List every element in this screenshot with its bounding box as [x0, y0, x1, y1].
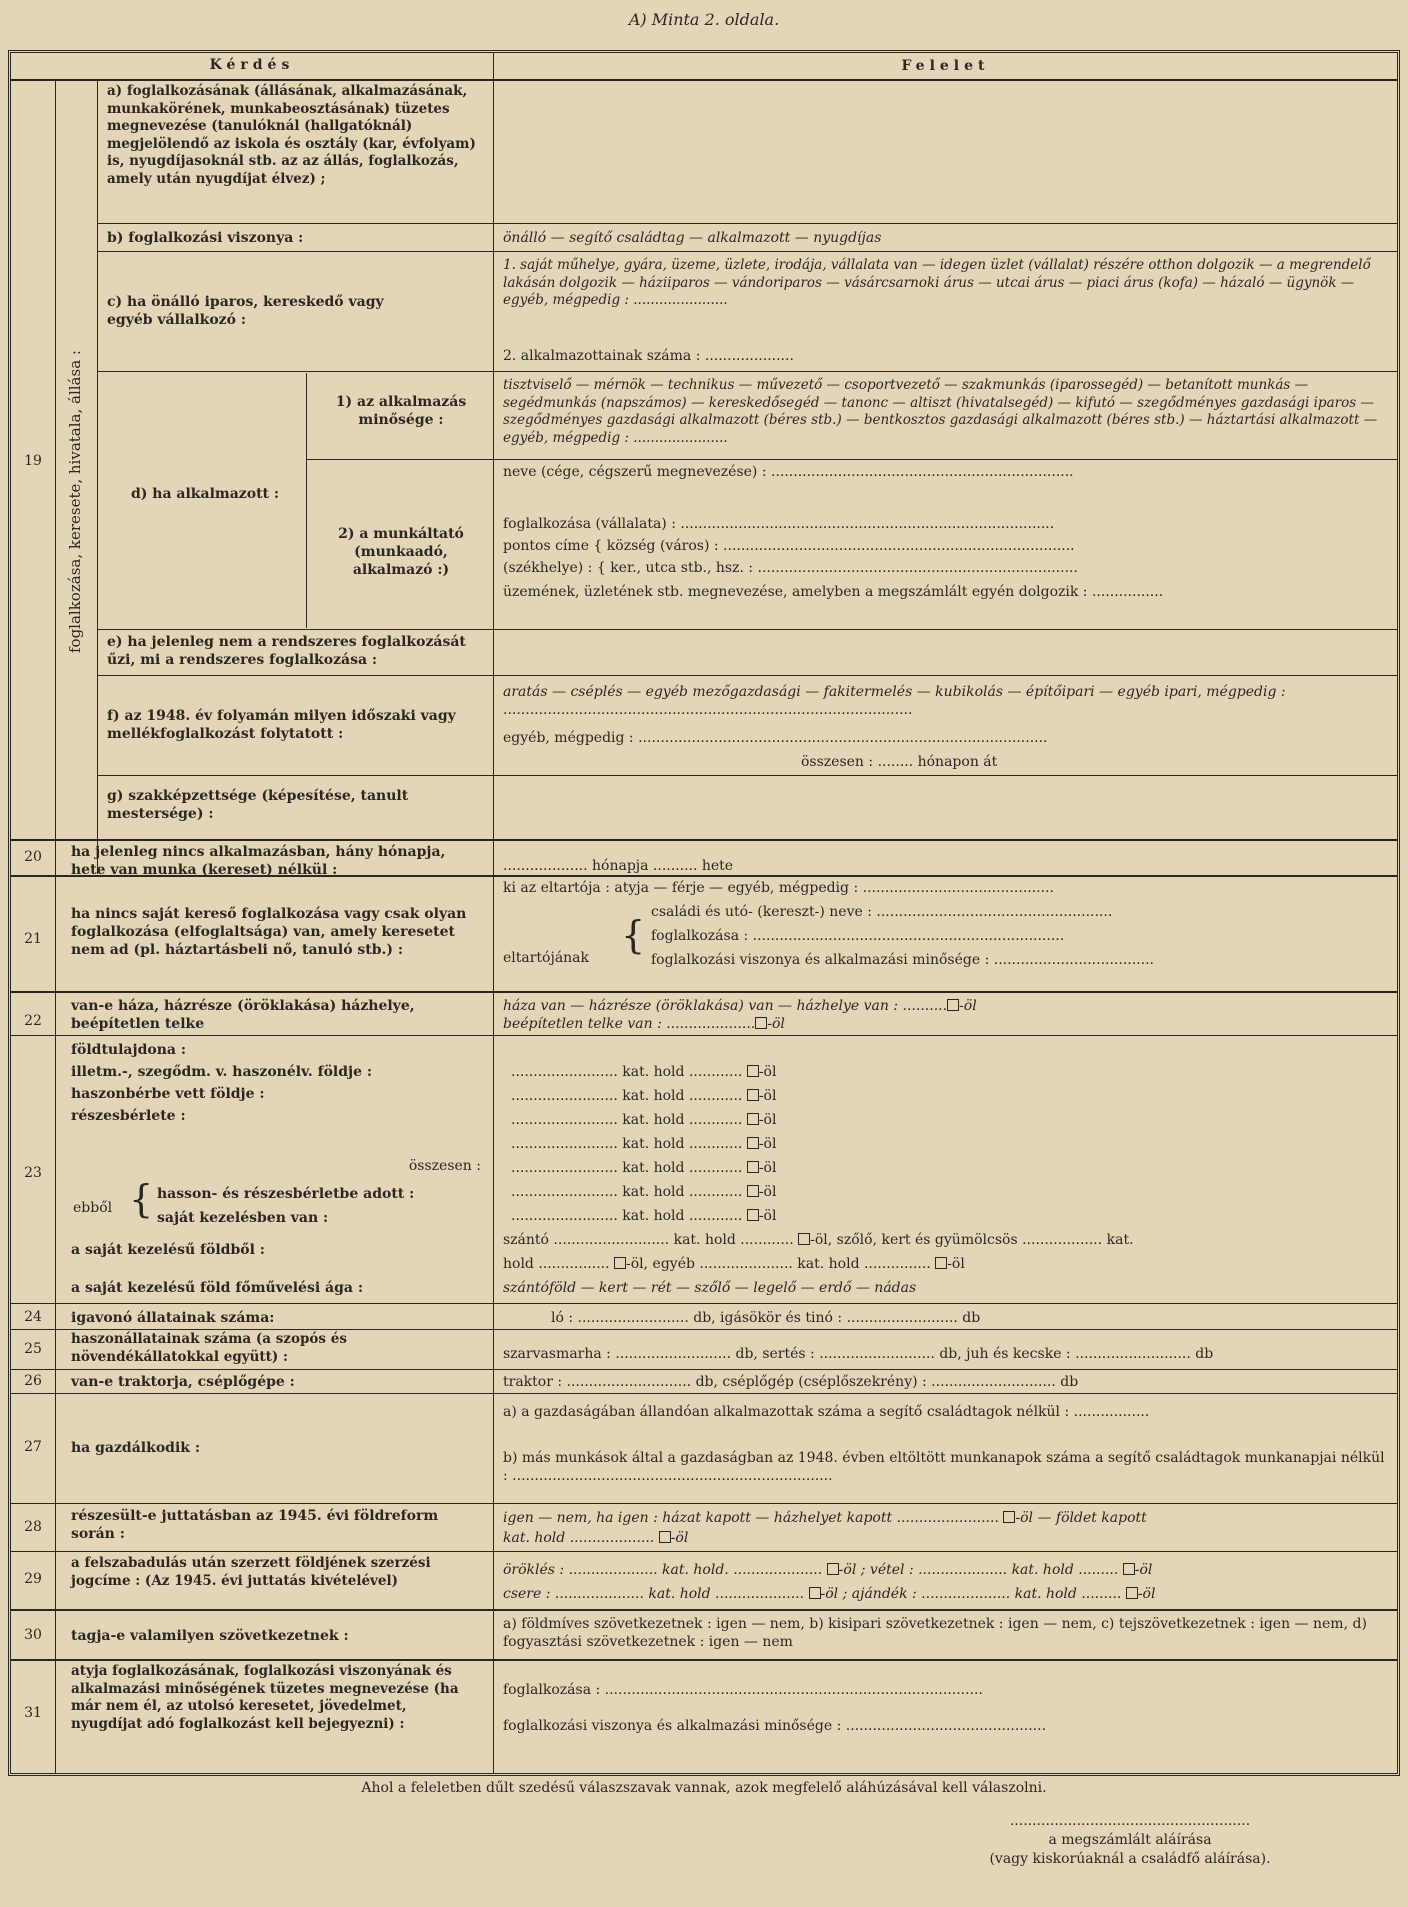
checkbox[interactable] — [747, 1065, 759, 1077]
q27-answer-1: a) a gazdaságában állandóan alkalmazottak száma a segítő családtagok nélkül : ................. — [503, 1404, 1150, 1420]
q23-brace: { — [129, 1177, 154, 1221]
q21-question: ha nincs saját kereső foglalkozása vagy csak olyan foglalkozása (elfoglaltsága) van, amely keresetet nem ad (pl. háztartásbeli nő, tanuló stb.) : — [71, 906, 467, 959]
row-number-28: 28 — [24, 1519, 42, 1535]
q23-hold-7-text: ........................ kat. hold ............ — [511, 1208, 743, 1224]
q22-answer-1-text: háza van — házrésze (öröklakása) van — házhelye van : .......... — [503, 998, 948, 1014]
q28-answer-2-text: kat. hold ................... — [503, 1530, 655, 1546]
q27-answer-2: b) más munkások által a gazdaságban az 1948. évben eltöltött munkanapok száma a segítő családtagok munkanapjai nélkül : ........................................................................ — [503, 1450, 1385, 1485]
checkbox[interactable] — [935, 1257, 947, 1269]
q19d2-answer-1: neve (cége, cégszerű megnevezése) : .................................................................... — [503, 464, 1074, 480]
q19e-question: e) ha jelenleg nem a rendszeres foglalkozását űzi, mi a rendszeres foglalkozása : — [107, 634, 466, 669]
checkbox[interactable] — [747, 1161, 759, 1173]
q31-answer-2: foglalkozási viszonya és alkalmazási minősége : ............................................. — [503, 1718, 1047, 1734]
q21-brace: { — [621, 913, 646, 957]
checkbox[interactable] — [659, 1531, 671, 1543]
q23-szanto-unit: -öl, szőlő, kert és gyümölcsös .................. kat. — [810, 1232, 1134, 1248]
qa-divider — [493, 79, 494, 1773]
row-number-26: 26 — [24, 1373, 42, 1389]
table-head — [11, 53, 1397, 81]
d-sub-divider — [306, 373, 307, 628]
q21-answer-label: eltartójának — [503, 950, 590, 966]
q21-answer-2: családi és utó- (kereszt-) neve : ..................................................... — [651, 904, 1113, 920]
q19c-question: c) ha önálló iparos, kereskedő vagy egyéb vállalkozó : — [107, 294, 384, 329]
felelet-header: Felelet — [493, 53, 1397, 79]
q23-hold-1-text: ........................ kat. hold ............ — [511, 1064, 743, 1080]
row-number-30: 30 — [24, 1627, 42, 1643]
q19d2-answer-4: (székhelye) : { ker., utca stb., hsz. : ........................................................................ — [503, 560, 1078, 576]
q29-question: a felszabadulás után szerzett földjének szerzési jogcíme : (Az 1945. évi juttatás kivételével) — [71, 1555, 431, 1589]
checkbox[interactable] — [755, 1017, 767, 1029]
checkbox[interactable] — [1003, 1511, 1015, 1523]
q23-row-6: saját kezelésben van : — [157, 1210, 329, 1226]
q29-answer-1-text: öröklés : .................... kat. hold. .................... — [503, 1562, 823, 1578]
q23-hold-3-text: ........................ kat. hold ............ — [511, 1112, 743, 1128]
q28-answer-2-unit: -öl — [670, 1530, 689, 1546]
signature-label-2: (vagy kiskorúaknál a családfő aláírása). — [989, 1850, 1271, 1867]
q23-row-3: részesbérlete : — [71, 1108, 186, 1124]
q23-row-8: a saját kezelésű föld főművelési ága : — [71, 1280, 364, 1296]
row-number-23: 23 — [24, 1165, 42, 1181]
q24-answer: ló : ......................... db, igásökör és tinó : ......................... db — [551, 1310, 981, 1326]
q19b-question: b) foglalkozási viszonya : — [107, 230, 304, 246]
rotated-col-divider — [97, 79, 98, 874]
q20-answer: ................... hónapja .......... hete — [503, 858, 734, 874]
q23-hold-4-unit: -öl — [758, 1136, 777, 1152]
q23-hold-1-unit: -öl — [758, 1064, 777, 1080]
q29-answer-1 — [503, 1561, 1393, 1579]
q29-answer-2-text: csere : .................... kat. hold .................... — [503, 1586, 805, 1602]
q19c-answer-2: 2. alkalmazottainak száma : .................... — [503, 348, 794, 364]
row-number-25: 25 — [24, 1341, 42, 1357]
q29-answer-2 — [503, 1585, 1393, 1603]
q28-question: részesült-e juttatásban az 1945. évi földreform során : — [71, 1508, 439, 1543]
q23-hold-line-text: hold ................ — [503, 1256, 610, 1272]
q26-question: van-e traktorja, cséplőgépe : — [71, 1374, 295, 1390]
q23-row-4: összesen : — [408, 1158, 481, 1174]
page-header: A) Minta 2. oldala. — [628, 10, 780, 29]
q31-answer-1: foglalkozása : ..................................................................................... — [503, 1682, 983, 1698]
q27-question: ha gazdálkodik : — [71, 1440, 201, 1456]
q29-answer-2-unit-2: -öl — [1137, 1586, 1156, 1602]
q19a-question: a) foglalkozásának (állásának, alkalmazásának, munkakörének, munkabeosztásának) tüzetes megnevezése (tanulóknál (hallgatóknál) megjelölendő az iskola és osztály (kar, évfolyam) is, nyugdíjasoknál stb. az az állás, foglalkozás, amely után nyugdíjat élvez) ; — [107, 83, 476, 187]
q21-answer-3: foglalkozása : ...................................................................... — [651, 928, 1065, 944]
kerdes-header: Kérdés — [209, 57, 295, 73]
q29-answer-1-unit: -öl ; vétel : .................... kat. hold ......... — [838, 1562, 1119, 1578]
q23-row-0: földtulajdona : — [71, 1042, 186, 1058]
row-number-29: 29 — [24, 1571, 42, 1587]
checkbox[interactable] — [747, 1113, 759, 1125]
rotated-section-label: foglalkozása, keresete, hivatala, állása : — [66, 350, 84, 653]
footer-note: Ahol a feleletben dűlt szedésű válaszszavak vannak, azok megfelelő aláhúzásával kell válaszolni. — [361, 1780, 1047, 1796]
q23-row-5: hasson- és részesbérletbe adott : — [157, 1186, 415, 1202]
q25-answer: szarvasmarha : .......................... db, sertés : .......................... db, juh és kecske : .......................... db — [503, 1346, 1214, 1362]
q23-hold-5 — [511, 1159, 1111, 1177]
row-number-27: 27 — [24, 1439, 42, 1455]
q19g-question: g) szakképzettsége (képesítése, tanult mestersége) : — [107, 788, 409, 823]
q23-row-2: haszonbérbe vett földje : — [71, 1086, 265, 1102]
q23-agak: szántóföld — kert — rét — szőlő — legelő — erdő — nádas — [503, 1280, 917, 1296]
q23-hold-5-unit: -öl — [758, 1160, 777, 1176]
q23-hold-3 — [511, 1111, 1111, 1129]
q23-hold-line-unit: -öl, egyéb ..................... kat. hold ............... — [626, 1256, 931, 1272]
q30-question: tagja-e valamilyen szövetkezetnek : — [71, 1628, 349, 1644]
q25-question: haszonállatainak száma (a szopós és növendékállatokkal együtt) : — [71, 1331, 347, 1365]
q28-answer-1 — [503, 1509, 1393, 1527]
q23-szanto — [503, 1231, 1393, 1249]
signature-label: a megszámlált aláírása — [1048, 1831, 1212, 1848]
q19f-question: f) az 1948. év folyamán milyen időszaki vagy mellékfoglalkozást folytatott : — [107, 708, 456, 743]
row-number-21: 21 — [24, 931, 42, 947]
row-number-24: 24 — [24, 1309, 42, 1325]
q19d1-question: 1) az alkalmazás minősége : — [335, 394, 467, 429]
q19d2-question: 2) a munkáltató (munkaadó, alkalmazó :) — [338, 526, 464, 579]
checkbox[interactable] — [747, 1209, 759, 1221]
q26-answer: traktor : ............................ db, cséplőgép (cséplőszekrény) : ............................ db — [503, 1374, 1079, 1390]
q23-szanto-text: szántó .......................... kat. hold ............ — [503, 1232, 799, 1248]
checkbox[interactable] — [827, 1563, 839, 1575]
q31-question: atyja foglalkozásának, foglalkozási viszonyának és alkalmazási minőségének tüzetes megnevezése (ha már nem él, az utolsó keresetet, jövedelmet, nyugdíjat adó foglalkozást kell bejegyezni) : — [71, 1663, 459, 1732]
checkbox[interactable] — [809, 1587, 821, 1599]
q21-answer-1: ki az eltartója : atyja — férje — egyéb, mégpedig : ........................................... — [503, 880, 1054, 896]
q23-hold-6-unit: -öl — [758, 1184, 777, 1200]
census-form — [8, 50, 1400, 1776]
checkbox[interactable] — [747, 1137, 759, 1149]
checkbox[interactable] — [747, 1089, 759, 1101]
q21-answer-4: foglalkozási viszonya és alkalmazási minősége : .................................... — [651, 952, 1154, 968]
q29-answer-1-unit-2: -öl — [1134, 1562, 1153, 1578]
q23-hold-7-unit: -öl — [758, 1208, 777, 1224]
checkbox[interactable] — [747, 1185, 759, 1197]
q19f-answer-1: aratás — cséplés — egyéb mezőgazdasági — fakitermelés — kubikolás — építőipari — egyéb ipari, mégpedig : ............................................................................................ — [503, 684, 1286, 719]
q22-answer-2-unit: -öl — [767, 1016, 785, 1032]
q19d-question: d) ha alkalmazott : — [131, 486, 280, 502]
num-col-divider — [55, 79, 56, 1773]
q19d2-answer-5: üzemének, üzletének stb. megnevezése, amelyben a megszámlált egyén dolgozik : ................ — [503, 584, 1164, 600]
signature-line[interactable]: ...................................................... — [1009, 1813, 1251, 1829]
row-number-31: 31 — [24, 1705, 42, 1721]
checkbox[interactable] — [947, 999, 959, 1011]
q23-row-1: illetm.-, szegődm. v. haszonélv. földje : — [71, 1064, 373, 1080]
checkbox[interactable] — [1126, 1587, 1138, 1599]
q28-answer-2 — [503, 1529, 1393, 1547]
q23-hold-1 — [511, 1063, 1111, 1081]
q22-answer-2-text: beépítetlen telke van : .................... — [503, 1016, 756, 1032]
checkbox[interactable] — [614, 1257, 626, 1269]
q23-hold-6 — [511, 1183, 1111, 1201]
signature-block — [880, 1812, 1380, 1869]
q23-hold-2-unit: -öl — [758, 1088, 777, 1104]
q23-row-7: a saját kezelésű földből : — [71, 1242, 265, 1258]
q19b-answer: önálló — segítő családtag — alkalmazott — nyugdíjas — [503, 230, 882, 246]
checkbox[interactable] — [1123, 1563, 1135, 1575]
q28-answer-1-text: igen — nem, ha igen : házat kapott — házhelyet kapott ....................... — [503, 1510, 999, 1526]
q22-answer-1 — [503, 997, 1393, 1015]
q23-hold-line — [503, 1255, 1393, 1273]
q24-question: igavonó állatainak száma: — [71, 1310, 275, 1326]
row-number-19: 19 — [24, 453, 42, 469]
q19d2-answer-2: foglalkozása (vállalata) : .................................................................................... — [503, 516, 1055, 532]
q23-hold-3-unit: -öl — [758, 1112, 777, 1128]
q22-answer-1-unit: -öl — [959, 998, 977, 1014]
q23-ebbol: ebből — [73, 1200, 113, 1216]
q19d2-answer-3: pontos címe { község (város) : ............................................................................... — [503, 538, 1075, 554]
q30-answer: a) földmíves szövetkezetnek : igen — nem, b) kisipari szövetkezetnek : igen — nem, c) tejszövetkezetnek : igen — nem, d) fogyasztási szövetkezetnek : igen — nem — [503, 1616, 1367, 1651]
q23-hold-4 — [511, 1135, 1111, 1153]
q29-answer-2-unit: -öl ; ajándék : .................... kat. hold ......... — [820, 1586, 1122, 1602]
q19d1-answer: tisztviselő — mérnök — technikus — művezető — csoportvezető — szakmunkás (iparossegéd) — betanított munkás — segédmunkás (napszámos) — kereskedősegéd — tanonc — altiszt (hivatalsegéd) — kifutó — szegődményes gazdasági iparos — szegődményes gazdasági alkalmazott (béres stb.) — bentkosztos gazdasági alkalmazott (béres stb.) — háztartási alkalmazott — egyéb, mégpedig : ...................... — [503, 377, 1378, 446]
q23-hold-7 — [511, 1207, 1111, 1225]
q23-hold-4-text: ........................ kat. hold ............ — [511, 1136, 743, 1152]
checkbox[interactable] — [798, 1233, 810, 1245]
q19f-answer-2: egyéb, mégpedig : ............................................................................................ — [503, 730, 1048, 746]
q19c-answer-1: 1. saját műhelye, gyára, üzeme, üzlete, irodája, vállalata van — idegen üzlet (vállalat) részére otthon dolgozik — a megrendelő lakásán dolgozik — háziiparos — vándoriparos — vásárcsarnoki árus — utcai árus — piaci árus (kofa) — házaló — ügynök — egyéb, mégpedig : ...................... — [503, 257, 1371, 309]
q23-hold-2 — [511, 1087, 1111, 1105]
q23-hold-5-text: ........................ kat. hold ............ — [511, 1160, 743, 1176]
q19f-answer-3: összesen : ........ hónapon át — [801, 754, 998, 770]
q28-answer-1-unit: -öl — földet kapott — [1015, 1510, 1147, 1526]
q20-question: ha jelenleg nincs alkalmazásban, hány hónapja, hete van munka (kereset) nélkül : — [71, 844, 446, 879]
row-number-22: 22 — [24, 1013, 42, 1029]
q22-answer-2 — [503, 1015, 1393, 1033]
q23-hold-2-text: ........................ kat. hold ............ — [511, 1088, 743, 1104]
row-number-20: 20 — [24, 849, 42, 865]
q22-question: van-e háza, házrésze (öröklakása) házhelye, beépítetlen telke — [71, 998, 415, 1033]
q23-hold-line-unit-2: -öl — [947, 1256, 965, 1272]
q23-hold-6-text: ........................ kat. hold ............ — [511, 1184, 743, 1200]
